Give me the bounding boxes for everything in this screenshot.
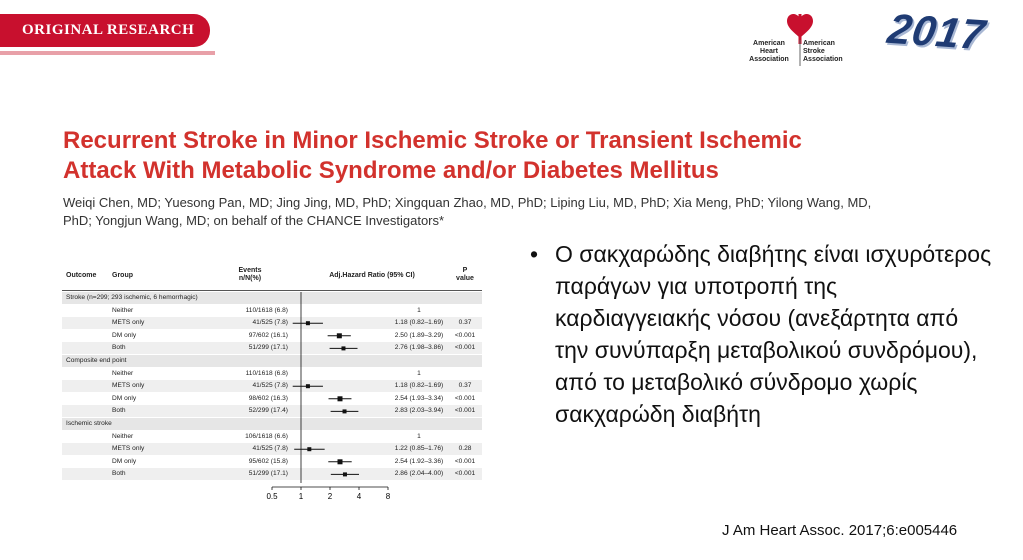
row-p-value: <0.001: [454, 407, 476, 415]
hr-point: [338, 396, 343, 401]
logo-left-line1: American: [753, 40, 785, 47]
hr-point: [306, 321, 310, 325]
hr-point: [338, 459, 343, 464]
col-header-events: Events n/N(%): [238, 267, 262, 282]
row-hr-text: 2.83 (2.03–3.94): [394, 407, 444, 415]
badge-underline: [0, 51, 215, 55]
hr-point: [307, 447, 311, 451]
x-tick-label: 8: [385, 492, 391, 501]
row-group: Neither: [112, 306, 134, 314]
logo-left-line2: Heart: [760, 48, 778, 55]
row-p-value: <0.001: [454, 394, 476, 402]
forest-plot-marks: [62, 262, 502, 552]
bullet-icon: •: [530, 241, 539, 267]
row-hr-text: 2.86 (2.04–4.00): [394, 470, 444, 478]
article-title-line1: Recurrent Stroke in Minor Ischemic Stroke or Transient Ischemic: [63, 127, 802, 154]
col-header-hr: Adj.Hazard Ratio (95% CI): [329, 272, 415, 279]
x-tick-label: 2: [327, 492, 333, 501]
article-authors: Weiqi Chen, MD; Yuesong Pan, MD; Jing Jing, MD, PhD; Xingquan Zhao, MD, PhD; Liping Liu, MD, PhD; Xia Meng, PhD; Yilong Wang, MD, PhD; Yongjun Wang, MD; on behalf of the CHANCE Investigators*: [63, 195, 872, 228]
row-group: METS only: [112, 445, 145, 453]
row-hr-text: 1: [417, 369, 421, 377]
hr-point: [343, 409, 347, 413]
col-header-p: P value: [456, 267, 474, 282]
row-hr-text: 2.54 (1.93–3.34): [394, 394, 444, 402]
row-hr-text: 1.18 (0.82–1.69): [394, 382, 444, 390]
row-p-value: <0.001: [454, 331, 476, 339]
row-events: 95/602 (15.8): [248, 457, 288, 465]
row-events: 98/602 (16.3): [248, 394, 288, 402]
row-hr-text: 2.54 (1.92–3.36): [394, 457, 444, 465]
row-events: 52/299 (17.4): [248, 407, 288, 415]
row-p-value: <0.001: [454, 344, 476, 352]
row-events: 41/525 (7.8): [252, 319, 288, 327]
section-label: Ischemic stroke: [66, 420, 112, 427]
logo-right-line3: Association: [803, 56, 843, 63]
x-tick-label: 0.5: [266, 492, 278, 501]
year-logo: 2017: [884, 4, 990, 59]
row-hr-text: 1: [417, 306, 421, 314]
row-group: METS only: [112, 319, 145, 327]
row-events: 51/299 (17.1): [248, 344, 288, 352]
row-p-value: 0.28: [458, 445, 472, 453]
col-header-outcome: Outcome: [66, 272, 97, 279]
row-p-value: 0.37: [458, 382, 472, 390]
row-p-value: <0.001: [454, 470, 476, 478]
original-research-badge: ORIGINAL RESEARCH: [0, 14, 210, 47]
row-events: 97/602 (16.1): [248, 331, 288, 339]
row-group: Both: [112, 344, 126, 352]
row-events: 110/1618 (6.8): [245, 369, 288, 377]
row-group: Both: [112, 407, 126, 415]
row-group: Both: [112, 470, 126, 478]
row-p-value: <0.001: [454, 457, 476, 465]
hr-point: [337, 333, 342, 338]
logo-right-line2: Stroke: [803, 48, 825, 55]
x-tick-label: 1: [298, 492, 304, 501]
row-events: 41/525 (7.8): [252, 382, 288, 390]
logo-left-line3: Association: [749, 56, 789, 63]
logo-right-line1: American: [803, 40, 835, 47]
bullet-text: Ο σακχαρώδης διαβήτης είναι ισχυρότερος παράγων για υποτροπή της καρδιαγγειακής νόσου (ανεξάρτητα από την συνύπαρξη μεταβολικού συνδρόμου), από το μεταβολικό σύνδρομο χωρίς σακχαρώδη διαβήτη: [555, 241, 992, 427]
article-title-line2: Attack With Metabolic Syndrome and/or Diabetes Mellitus: [63, 157, 719, 184]
forest-plot: [62, 262, 502, 552]
row-events: 106/1618 (6.6): [245, 432, 288, 440]
row-events: 41/525 (7.8): [252, 445, 288, 453]
article-title: [63, 126, 863, 186]
row-p-value: 0.37: [458, 319, 472, 327]
hr-point: [343, 472, 347, 476]
citation: J Am Heart Assoc. 2017;6:e005446: [722, 522, 958, 539]
row-group: DM only: [112, 394, 137, 402]
row-hr-text: 2.76 (1.98–3.86): [394, 344, 444, 352]
aha-asa-logo: [740, 10, 860, 68]
row-group: Neither: [112, 432, 134, 440]
col-header-group: Group: [112, 272, 133, 279]
row-hr-text: 2.50 (1.89–3.29): [394, 331, 444, 339]
row-group: DM only: [112, 331, 137, 339]
x-tick-label: 4: [356, 492, 362, 501]
row-group: Neither: [112, 369, 134, 377]
section-label: Stroke (n=299; 293 ischemic, 6 hemorrhagic): [66, 294, 198, 301]
row-hr-text: 1: [417, 432, 421, 440]
section-label: Composite end point: [66, 357, 127, 364]
hr-point: [341, 346, 345, 350]
hr-point: [306, 384, 310, 388]
row-hr-text: 1.18 (0.82–1.69): [394, 319, 444, 327]
row-hr-text: 1.22 (0.85–1.76): [394, 445, 444, 453]
row-events: 51/299 (17.1): [248, 470, 288, 478]
row-group: DM only: [112, 457, 137, 465]
row-events: 110/1618 (6.8): [245, 306, 288, 314]
row-group: METS only: [112, 382, 145, 390]
